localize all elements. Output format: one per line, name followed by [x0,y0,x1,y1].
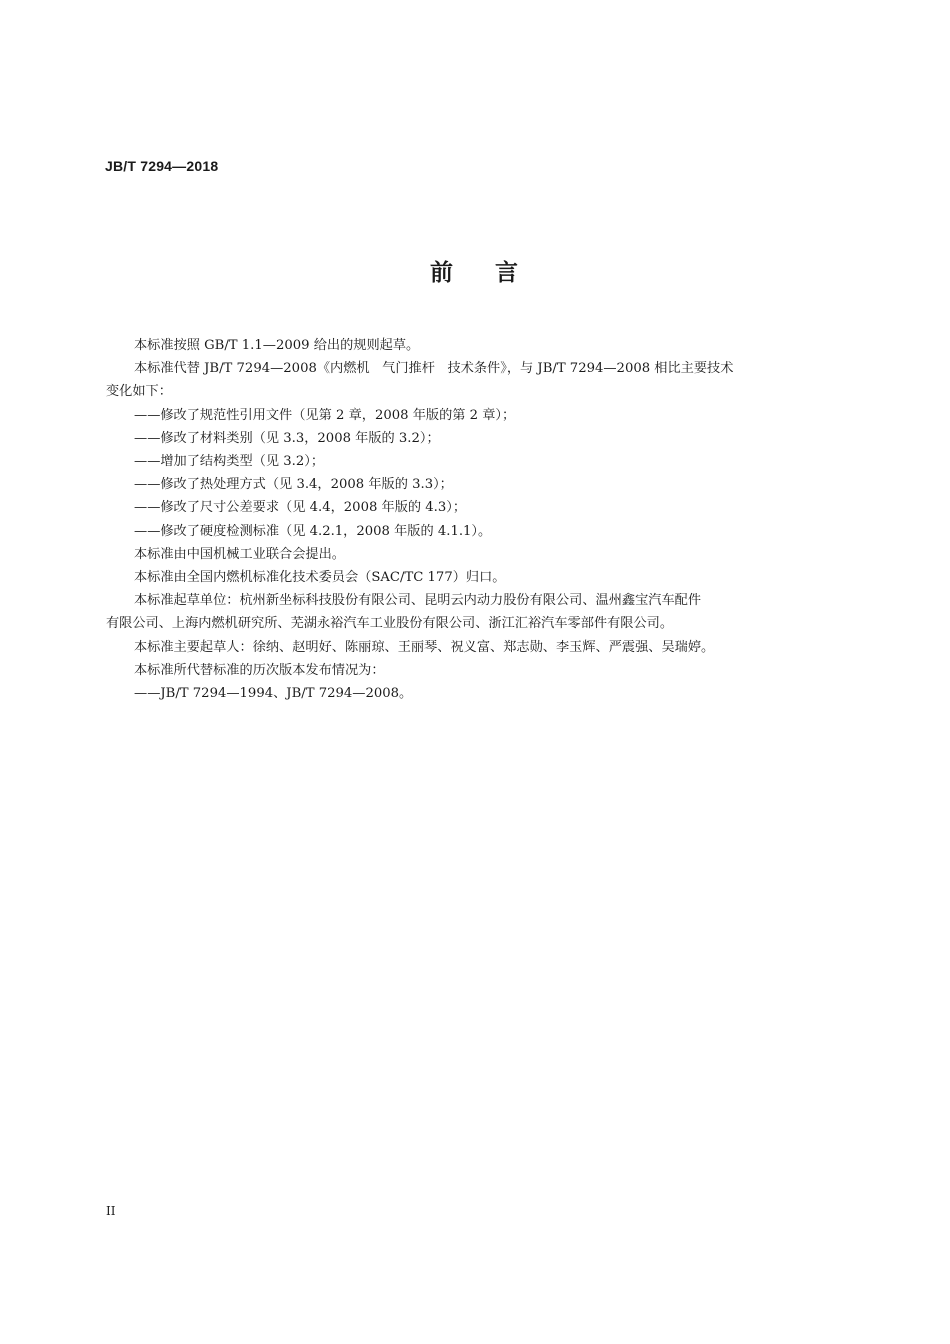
foreword-body [106,334,846,705]
paragraph: 本标准所代替标准的历次版本发布情况为： [134,662,385,678]
paragraph: 本标准起草单位：杭州新坐标科技股份有限公司、昆明云内动力股份有限公司、温州鑫宝汽车配件 [134,593,702,609]
paragraph: 本标准主要起草人：徐纳、赵明好、陈丽琼、王丽琴、祝义富、郑志勋、李玉辉、严震强、吴瑞婷。 [134,639,715,655]
list-item: ——修改了硬度检测标准（见 4.2.1，2008 年版的 4.1.1）。 [134,523,492,539]
paragraph: 本标准由全国内燃机标准化技术委员会（SAC/TC 177）归口。 [134,570,506,586]
list-item: ——修改了规范性引用文件（见第 2 章，2008 年版的第 2 章）； [134,407,516,423]
paragraph: 有限公司、上海内燃机研究所、芜湖永裕汽车工业股份有限公司、浙江汇裕汽车零部件有限公司。 [106,616,674,632]
page-title: 前 言 [429,260,521,286]
list-item: ——修改了材料类别（见 3.3，2008 年版的 3.2）； [134,430,440,446]
list-item: ——增加了结构类型（见 3.2）； [134,454,325,470]
list-item: ——修改了热处理方式（见 3.4，2008 年版的 3.3）； [134,477,453,493]
paragraph: 本标准按照 GB/T 1.1—2009 给出的规则起草。 [134,338,420,353]
paragraph: 变化如下： [106,384,172,400]
list-item: ——修改了尺寸公差要求（见 4.4，2008 年版的 4.3）； [134,500,467,516]
standard-code: JB/T 7294—2018 [105,158,219,174]
paragraph: 本标准代替 JB/T 7294—2008《内燃机 气门推杆 技术条件》，与 JB/T 7294—2008 相比主要技术 [134,361,734,377]
page-number: II [106,1204,116,1218]
list-item: ——JB/T 7294—1994、JB/T 7294—2008。 [134,686,413,702]
paragraph: 本标准由中国机械工业联合会提出。 [134,546,345,562]
